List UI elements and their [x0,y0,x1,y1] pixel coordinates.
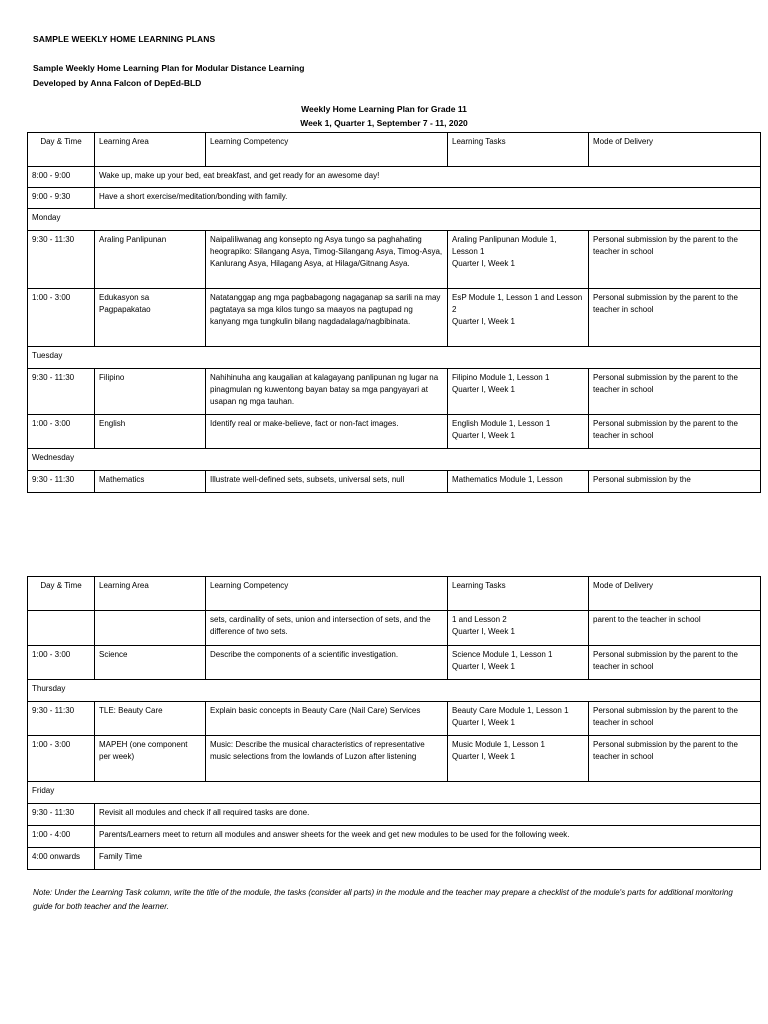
table-row [28,415,761,449]
table-row [28,702,761,736]
header-learning-area: Learning Area [95,133,206,167]
day-label: Friday [28,782,761,804]
row-competency: Identify real or make-believe, fact or non-fact images. [206,415,448,449]
table-header-row [28,577,761,611]
header-learning-tasks: Learning Tasks [448,133,589,167]
row-learning-area: Araling Panlipunan [95,231,206,289]
plan-title: Weekly Home Learning Plan for Grade 11 [301,104,467,114]
note-text: Note: Under the Learning Task column, write the title of the module, the tasks (consider all parts) in the module and the teacher may prepare a checklist of the module's parts for additional monitoring guide for both teacher and the learner. [33,888,733,911]
learning-plan-table-page-2 [27,576,761,870]
row-time: 9:30 - 11:30 [28,804,95,826]
row-tasks: Araling Panlipunan Module 1, Lesson 1 Quarter I, Week 1 [448,231,589,289]
row-competency: Illustrate well-defined sets, subsets, universal sets, null [206,471,448,493]
header-mode-of-delivery: Mode of Delivery [589,577,761,611]
day-label: Wednesday [28,449,761,471]
row-tasks: EsP Module 1, Lesson 1 and Lesson 2 Quarter I, Week 1 [448,289,589,347]
row-activity: Parents/Learners meet to return all modules and answer sheets for the week and get new modules to be used for the following week. [95,826,761,848]
row-tasks: Science Module 1, Lesson 1 Quarter I, Week 1 [448,646,589,680]
row-learning-area: Science [95,646,206,680]
row-time: 9:30 - 11:30 [28,702,95,736]
row-tasks: Filipino Module 1, Lesson 1 Quarter I, Week 1 [448,369,589,415]
table-row [28,471,761,493]
row-delivery: parent to the teacher in school [589,611,761,646]
row-tasks: Beauty Care Module 1, Lesson 1 Quarter I, Week 1 [448,702,589,736]
row-competency: Music: Describe the musical characteristics of representative music selections from the lowlands of Luzon after listening [206,736,448,782]
row-competency: Natatanggap ang mga pagbabagong nagaganap sa sarili na may pagtataya sa mga kilos tungo sa maayos na pagtupad ng kanyang mga tungkulin bilang nagdadalaga/nagbibinata. [206,289,448,347]
row-time: 1:00 - 3:00 [28,646,95,680]
day-row-monday [28,209,761,231]
row-time: 1:00 - 3:00 [28,415,95,449]
header-learning-area: Learning Area [95,577,206,611]
row-delivery: Personal submission by the parent to the teacher in school [589,231,761,289]
row-learning-area: Mathematics [95,471,206,493]
row-competency: Naipaliliwanag ang konsepto ng Asya tungo sa paghahating heograpiko: Silangang Asya, Timog-Silangang Asya, Timog-Asya, Kanlurang Asya, Hilagang Asya, at Hilaga/Gitnang Asya. [206,231,448,289]
table-row [28,646,761,680]
row-activity: Revisit all modules and check if all required tasks are done. [95,804,761,826]
document-subtitle: Sample Weekly Home Learning Plan for Modular Distance Learning [33,63,305,73]
row-activity: Family Time [95,848,761,870]
header-day-time: Day & Time [28,133,95,167]
row-activity: Have a short exercise/meditation/bonding with family. [95,188,761,209]
row-tasks: Mathematics Module 1, Lesson [448,471,589,493]
table-row [28,611,761,646]
document-heading: SAMPLE WEEKLY HOME LEARNING PLANS [33,34,216,44]
row-competency: Explain basic concepts in Beauty Care (Nail Care) Services [206,702,448,736]
row-learning-area: Edukasyon sa Pagpapakatao [95,289,206,347]
table-row [28,736,761,782]
header-learning-competency: Learning Competency [206,577,448,611]
row-learning-area: Filipino [95,369,206,415]
row-tasks: 1 and Lesson 2 Quarter I, Week 1 [448,611,589,646]
row-time: 8:00 - 9:00 [28,167,95,188]
row-time: 1:00 - 3:00 [28,289,95,347]
row-delivery: Personal submission by the parent to the teacher in school [589,702,761,736]
row-delivery: Personal submission by the parent to the teacher in school [589,369,761,415]
day-row-friday [28,782,761,804]
row-learning-area [95,611,206,646]
row-competency: sets, cardinality of sets, union and intersection of sets, and the difference of two sets. [206,611,448,646]
row-learning-area: TLE: Beauty Care [95,702,206,736]
table-header-row [28,133,761,167]
table-row [28,826,761,848]
row-time: 4:00 onwards [28,848,95,870]
row-learning-area: English [95,415,206,449]
header-mode-of-delivery: Mode of Delivery [589,133,761,167]
header-day-time: Day & Time [28,577,95,611]
row-delivery: Personal submission by the parent to the teacher in school [589,736,761,782]
week-info: Week 1, Quarter 1, September 7 - 11, 2020 [300,118,468,128]
learning-plan-table-page-1 [27,132,761,493]
row-tasks: English Module 1, Lesson 1 Quarter I, Week 1 [448,415,589,449]
document-developer: Developed by Anna Falcon of DepEd-BLD [33,78,202,88]
day-label: Tuesday [28,347,761,369]
day-row-thursday [28,680,761,702]
row-time: 9:30 - 11:30 [28,369,95,415]
table-row [28,369,761,415]
table-row [28,289,761,347]
header-learning-competency: Learning Competency [206,133,448,167]
table-row [28,804,761,826]
table-row [28,188,761,209]
table-row [28,848,761,870]
day-row-wednesday [28,449,761,471]
row-competency: Nahihinuha ang kaugalian at kalagayang panlipunan ng lugar na pinagmulan ng kuwentong bayan batay sa mga pangyayari at usapan ng mga tauhan. [206,369,448,415]
row-learning-area: MAPEH (one component per week) [95,736,206,782]
day-label: Monday [28,209,761,231]
row-time: 1:00 - 4:00 [28,826,95,848]
row-time: 1:00 - 3:00 [28,736,95,782]
row-tasks: Music Module 1, Lesson 1 Quarter I, Week 1 [448,736,589,782]
row-time: 9:00 - 9:30 [28,188,95,209]
row-delivery: Personal submission by the parent to the teacher in school [589,289,761,347]
table-row [28,167,761,188]
day-row-tuesday [28,347,761,369]
row-delivery: Personal submission by the [589,471,761,493]
row-delivery: Personal submission by the parent to the teacher in school [589,646,761,680]
row-competency: Describe the components of a scientific investigation. [206,646,448,680]
day-label: Thursday [28,680,761,702]
header-learning-tasks: Learning Tasks [448,577,589,611]
row-time: 9:30 - 11:30 [28,471,95,493]
row-time [28,611,95,646]
row-delivery: Personal submission by the parent to the teacher in school [589,415,761,449]
table-row [28,231,761,289]
row-time: 9:30 - 11:30 [28,231,95,289]
row-activity: Wake up, make up your bed, eat breakfast, and get ready for an awesome day! [95,167,761,188]
